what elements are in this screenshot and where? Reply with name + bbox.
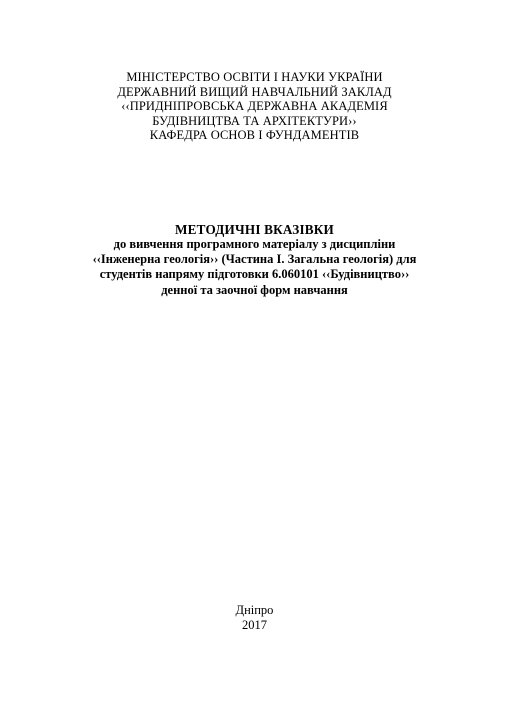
publication-city: Дніпро: [235, 603, 274, 617]
ministry-line: МІНІСТЕРСТВО ОСВІТИ І НАУКИ УКРАЇНИ: [126, 70, 383, 84]
subtitle-line-4: денної та заочної форм навчання: [161, 282, 348, 297]
document-title-block: [0, 222, 509, 298]
publication-footer: [0, 603, 509, 632]
academy-name-line-2: БУДІВНИЦТВА ТА АРХІТЕКТУРИ››: [152, 113, 357, 128]
institution-type-line: ДЕРЖАВНИЙ ВИЩИЙ НАВЧАЛЬНИЙ ЗАКЛАД: [117, 84, 392, 99]
document-title: МЕТОДИЧНІ ВКАЗІВКИ: [174, 222, 335, 237]
subtitle-line-2: ‹‹Інженерна геологія›› (Частина І. Загальна геологія) для: [92, 252, 417, 267]
institution-header: [0, 70, 509, 143]
department-line: КАФЕДРА ОСНОВ І ФУНДАМЕНТІВ: [149, 128, 360, 143]
subtitle-line-1: до вивчення програмного матеріалу з дисципліни: [113, 237, 396, 251]
subtitle-line-3: студентів напряму підготовки 6.060101 ‹‹Будівництво››: [99, 267, 410, 282]
academy-name-line-1: ‹‹ПРИДНІПРОВСЬКА ДЕРЖАВНА АКАДЕМІЯ: [121, 99, 388, 114]
publication-year: 2017: [242, 617, 267, 632]
